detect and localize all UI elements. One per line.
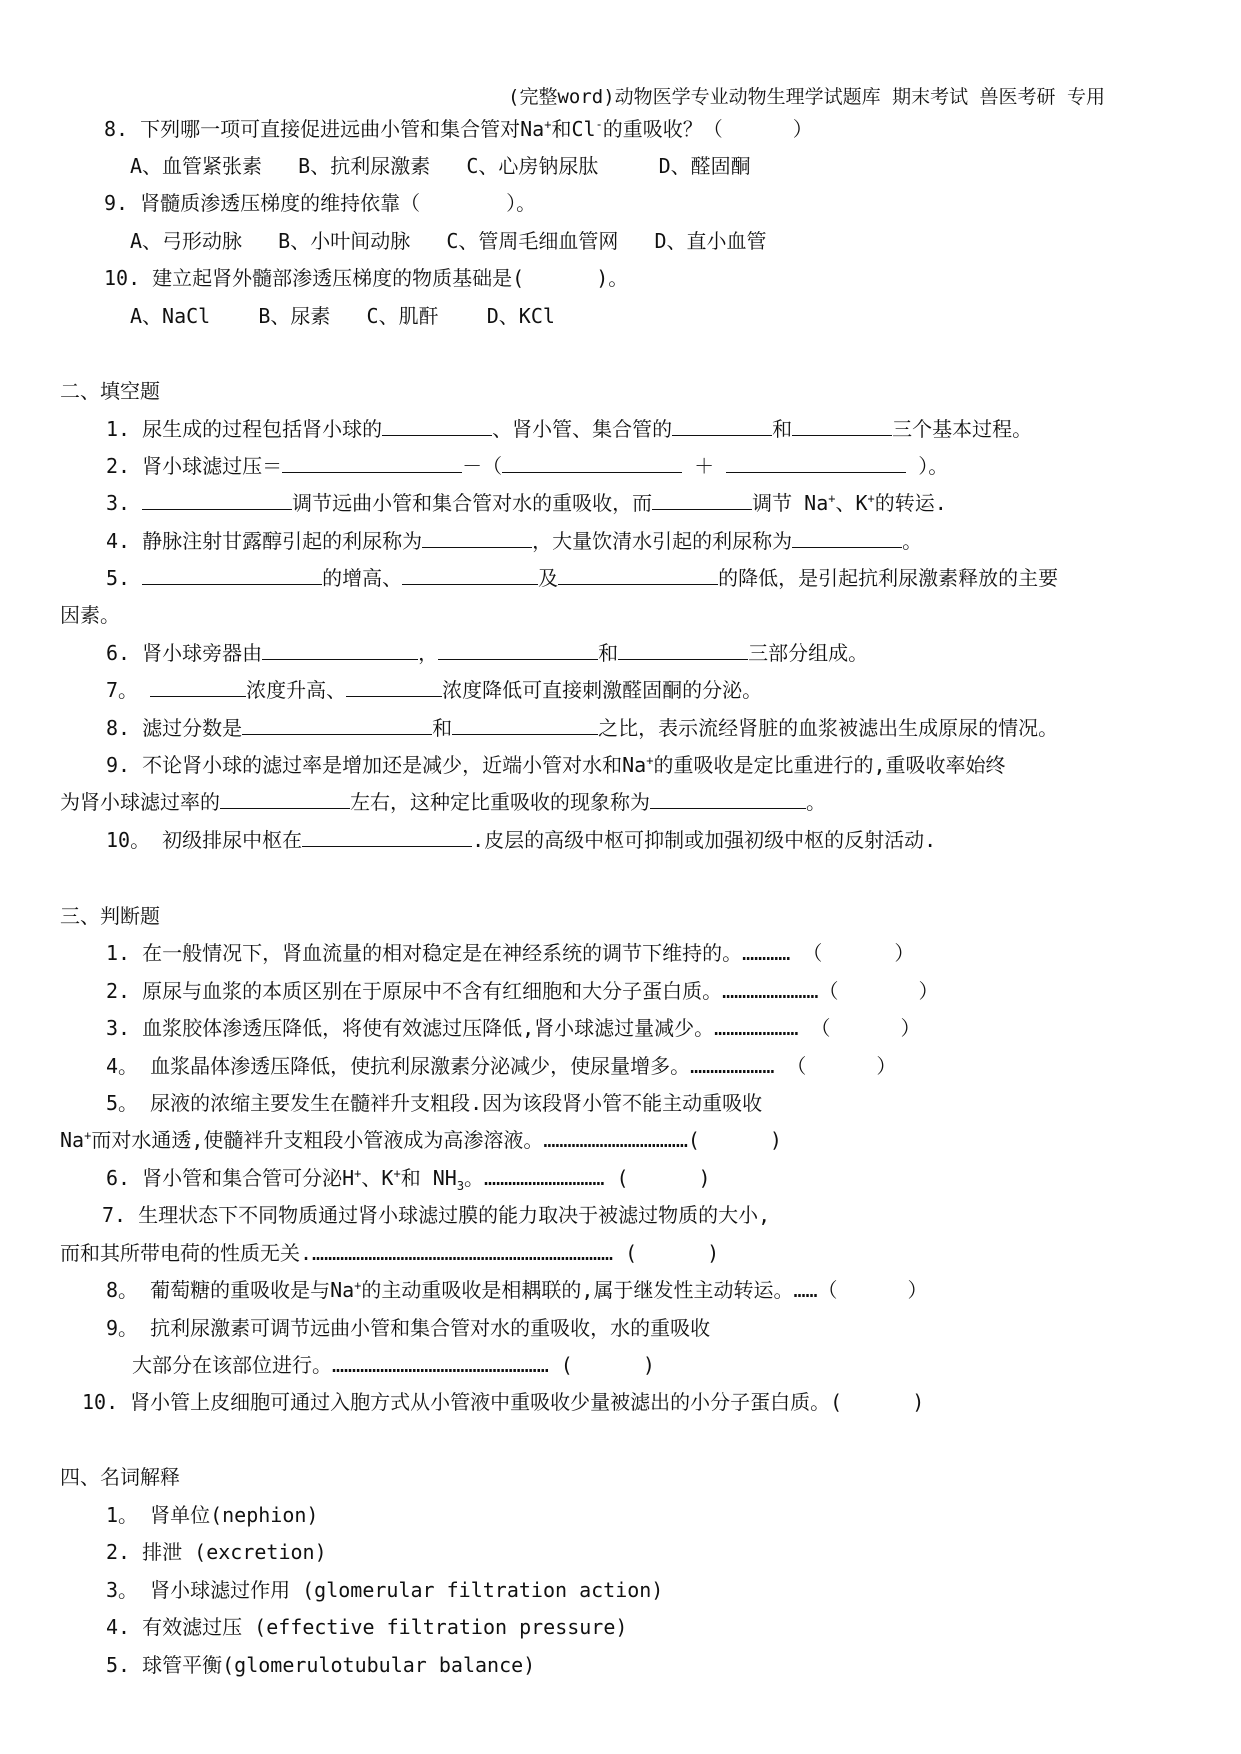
judge-q6: 6. 肾小管和集合管可分泌H+、K+和 $NH_3$。………………………… ( ): [106, 1166, 711, 1193]
answer-blank[interactable]: [142, 566, 322, 585]
answer-blank[interactable]: [346, 678, 442, 697]
judge-q5-continued: Na+而对水通透,使髓袢升支粗段小管液成为高渗溶液。………………………………( ): [60, 1128, 782, 1152]
term-item: 4. 有效滤过压 (effective filtration pressure): [106, 1615, 628, 1639]
fill-q7: 7。 浓度升高、 浓度降低可直接刺激醛固酮的分泌。: [106, 678, 763, 702]
judge-q5: 5。 尿液的浓缩主要发生在髓袢升支粗段.因为该段肾小管不能主动重吸收: [106, 1091, 763, 1115]
term-item: 1。 肾单位(nephion): [106, 1503, 319, 1527]
answer-blank[interactable]: [382, 417, 492, 436]
fill-q6: 6. 肾小球旁器由 ， 和 三部分组成。: [106, 641, 869, 665]
answer-blank[interactable]: [558, 566, 718, 585]
answer-blank[interactable]: [402, 566, 538, 585]
section-fill-title: 二、填空题: [60, 379, 160, 403]
answer-blank[interactable]: [422, 529, 532, 548]
choice-q9-options: A、弓形动脉 B、小叶间动脉 C、管周毛细血管网 D、直小血管: [130, 229, 767, 253]
fill-q1: 1. 尿生成的过程包括肾小球的 、肾小管、集合管的 和 三个基本过程。: [106, 417, 1033, 441]
answer-blank[interactable]: [726, 454, 906, 473]
answer-blank[interactable]: [650, 790, 806, 809]
term-item: 3。 肾小球滤过作用 (glomerular filtration action): [106, 1578, 664, 1602]
fill-q10: 10。 初级排尿中枢在 .皮层的高级中枢可抑制或加强初级中枢的反射活动.: [106, 828, 937, 852]
term-item: 5. 球管平衡(glomerulotubular balance): [106, 1653, 536, 1677]
judge-q9-continued: 大部分在该部位进行。……………………………………………… ( ): [132, 1353, 655, 1377]
answer-blank[interactable]: [282, 454, 462, 473]
judge-q7: 7. 生理状态下不同物质通过肾小球滤过膜的能力取决于被滤过物质的大小,: [102, 1203, 771, 1227]
judge-q3: 3. 血浆胶体渗透压降低，将使有效滤过压降低,肾小球滤过量减少。………………… （ ）: [106, 1016, 921, 1040]
fill-q5: 5. 的增高、 及 的降低，是引起抗利尿激素释放的主要: [106, 566, 1059, 590]
fill-q8: 8. 滤过分数是 和 之比，表示流经肾脏的血浆被滤出生成原尿的情况。: [106, 716, 1059, 740]
fill-q3: 3. 调节远曲小管和集合管对水的重吸收，而 调节 Na+、K+的转运.: [106, 491, 947, 515]
answer-blank[interactable]: [452, 716, 598, 735]
judge-q7-continued: 而和其所带电荷的性质无关.………………………………………………………………… ( ): [60, 1241, 720, 1265]
choice-q8: 8. 下列哪一项可直接促进远曲小管和集合管对Na+和Cl-的重吸收？（ ）: [104, 117, 813, 141]
judge-q8: 8。 葡萄糖的重吸收是与Na+的主动重吸收是相耦联的,属于继发性主动转运。……（ ）: [106, 1278, 928, 1302]
answer-blank[interactable]: [220, 790, 350, 809]
answer-blank[interactable]: [502, 454, 682, 473]
answer-blank[interactable]: [652, 491, 752, 510]
answer-blank[interactable]: [142, 491, 292, 510]
answer-blank[interactable]: [792, 417, 892, 436]
answer-blank[interactable]: [242, 716, 432, 735]
fill-q4: 4. 静脉注射甘露醇引起的利尿称为 ，大量饮清水引起的利尿称为 。: [106, 529, 923, 553]
choice-q10: 10. 建立起肾外髓部渗透压梯度的物质基础是( )。: [104, 266, 629, 290]
answer-blank[interactable]: [150, 678, 246, 697]
choice-q9: 9. 肾髓质渗透压梯度的维持依靠（ ）。: [104, 191, 537, 215]
answer-blank[interactable]: [672, 417, 772, 436]
fill-q2: 2. 肾小球滤过压＝ －（ ＋ ）。: [106, 454, 949, 478]
page-header: (完整word)动物医学专业动物生理学试题库 期末考试 兽医考研 专用: [508, 86, 1105, 108]
answer-blank[interactable]: [262, 641, 418, 660]
judge-q10: 10. 肾小管上皮细胞可通过入胞方式从小管液中重吸收少量被滤出的小分子蛋白质。( ): [82, 1390, 925, 1414]
judge-q1: 1. 在一般情况下，肾血流量的相对稳定是在神经系统的调节下维持的。………… （ ）: [106, 941, 915, 965]
judge-q2: 2. 原尿与血浆的本质区别在于原尿中不含有红细胞和大分子蛋白质。……………………（ ）: [106, 979, 939, 1003]
section-terms-title: 四、名词解释: [60, 1465, 180, 1489]
fill-q9: 9. 不论肾小球的滤过率是增加还是减少，近端小管对水和Na+的重吸收是定比重进行的,重吸收率始终: [106, 753, 1006, 777]
fill-q9-continued: 为肾小球滤过率的 左右，这种定比重吸收的现象称为 。: [60, 790, 826, 814]
answer-blank[interactable]: [618, 641, 748, 660]
judge-q4: 4。 血浆晶体渗透压降低，使抗利尿激素分泌减少，使尿量增多。………………… （ ）: [106, 1054, 897, 1078]
answer-blank[interactable]: [792, 529, 902, 548]
judge-q9: 9。 抗利尿激素可调节远曲小管和集合管对水的重吸收，水的重吸收: [106, 1316, 711, 1340]
section-judge-title: 三、判断题: [60, 904, 160, 928]
term-item: 2. 排泄 (excretion): [106, 1540, 327, 1564]
fill-q5-continued: 因素。: [60, 603, 120, 627]
answer-blank[interactable]: [302, 828, 472, 847]
choice-q10-options: A、NaCl B、尿素 C、肌酐 D、KCl: [130, 304, 555, 328]
choice-q8-options: A、血管紧张素 B、抗利尿激素 C、心房钠尿肽 D、醛固酮: [130, 154, 751, 178]
answer-blank[interactable]: [438, 641, 598, 660]
